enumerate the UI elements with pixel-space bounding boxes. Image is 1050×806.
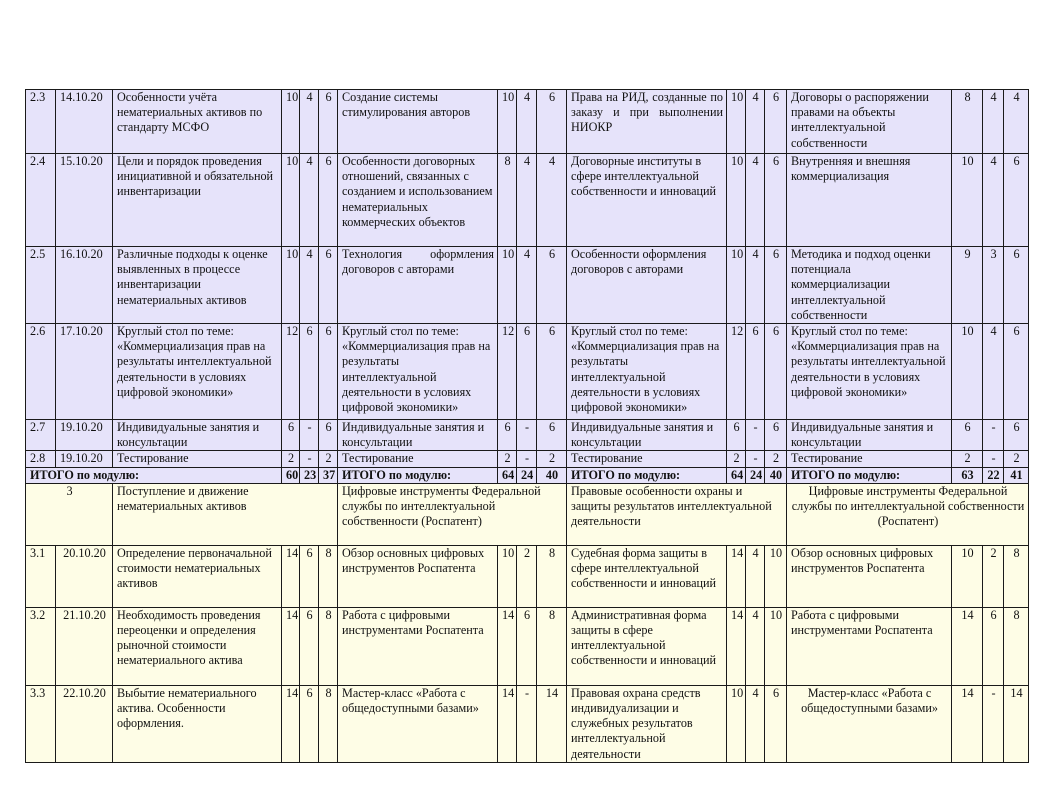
hours-b: 8	[319, 607, 338, 685]
topic-cell: Права на РИД, созданные по заказу и при выполнении НИОКР	[567, 90, 727, 154]
hours-b: 4	[1004, 90, 1029, 154]
row-number: 2.7	[26, 420, 56, 451]
hours-a: 2	[983, 545, 1004, 607]
hours-total: 14	[282, 685, 300, 762]
hours-a: 4	[746, 154, 765, 247]
hours-a: 4	[300, 154, 319, 247]
row-number: 2.3	[26, 90, 56, 154]
row-date: 19.10.20	[56, 451, 113, 467]
module-title: Цифровые инструменты Федеральной службы по интеллектуальной собственности (Роспатент)	[338, 483, 567, 545]
hours-total: 6	[498, 420, 517, 451]
hours-total: 14	[727, 607, 746, 685]
hours-b: 6	[765, 247, 787, 324]
totals-total: 64	[727, 467, 746, 483]
table-row	[26, 247, 1029, 324]
hours-b: 6	[319, 324, 338, 420]
hours-total: 8	[498, 154, 517, 247]
hours-b: 6	[765, 420, 787, 451]
topic-cell: Технология оформления договоров с авторами	[338, 247, 498, 324]
hours-total: 10	[952, 154, 983, 247]
hours-b: 6	[537, 247, 567, 324]
topic-cell: Административная форма защиты в сфере интеллектуальной собственности и инноваций	[567, 607, 727, 685]
hours-a: 4	[983, 154, 1004, 247]
topic-cell: Определение первоначальной стоимости нематериальных активов	[113, 545, 282, 607]
topic-cell: Индивидуальные занятия и консультации	[338, 420, 498, 451]
topic-cell: Особенности оформления договоров с авторами	[567, 247, 727, 324]
hours-total: 2	[952, 451, 983, 467]
topic-cell: Различные подходы к оценке выявленных в процессе инвентаризации нематериальных активов	[113, 247, 282, 324]
hours-a: 4	[746, 685, 765, 762]
row-date: 22.10.20	[56, 685, 113, 762]
module-number: 3	[26, 483, 113, 545]
module-header-row	[26, 483, 1029, 545]
hours-total: 10	[498, 545, 517, 607]
module-title: Поступление и движение нематериальных активов	[113, 483, 338, 545]
topic-cell: Судебная форма защиты в сфере интеллектуальной собственности и инноваций	[567, 545, 727, 607]
hours-b: 6	[537, 420, 567, 451]
hours-total: 14	[498, 607, 517, 685]
topic-cell: Тестирование	[787, 451, 952, 467]
totals-label: ИТОГО по модулю:	[787, 467, 952, 483]
hours-total: 6	[282, 420, 300, 451]
hours-total: 10	[282, 247, 300, 324]
topic-cell: Тестирование	[567, 451, 727, 467]
hours-a: -	[517, 685, 537, 762]
totals-total: 60	[282, 467, 300, 483]
hours-total: 14	[498, 685, 517, 762]
topic-cell: Необходимость проведения переоценки и определения рыночной стоимости нематериального актива	[113, 607, 282, 685]
row-number: 2.6	[26, 324, 56, 420]
row-date: 17.10.20	[56, 324, 113, 420]
hours-a: 3	[983, 247, 1004, 324]
topic-cell: Круглый стол по теме: «Коммерциализация прав на результаты интеллектуальной деятельности в условиях цифровой экономики»	[113, 324, 282, 420]
table-row	[26, 451, 1029, 467]
hours-total: 12	[282, 324, 300, 420]
table-row	[26, 324, 1029, 420]
hours-a: -	[517, 420, 537, 451]
row-number: 2.4	[26, 154, 56, 247]
hours-a: 6	[517, 607, 537, 685]
hours-a: 6	[300, 685, 319, 762]
row-date: 15.10.20	[56, 154, 113, 247]
totals-b: 41	[1004, 467, 1029, 483]
totals-a: 23	[300, 467, 319, 483]
totals-label: ИТОГО по модулю:	[26, 467, 282, 483]
hours-total: 9	[952, 247, 983, 324]
hours-b: 8	[537, 545, 567, 607]
hours-total: 6	[952, 420, 983, 451]
hours-a: 6	[746, 324, 765, 420]
hours-b: 6	[319, 247, 338, 324]
schedule-table	[25, 89, 1029, 763]
hours-b: 8	[1004, 545, 1029, 607]
hours-a: 6	[300, 545, 319, 607]
hours-total: 10	[282, 90, 300, 154]
hours-total: 2	[282, 451, 300, 467]
table-row	[26, 90, 1029, 154]
hours-a: 4	[746, 90, 765, 154]
hours-a: -	[746, 420, 765, 451]
hours-total: 14	[952, 685, 983, 762]
hours-a: 2	[517, 545, 537, 607]
hours-total: 14	[282, 607, 300, 685]
hours-b: 6	[319, 154, 338, 247]
totals-b: 40	[537, 467, 567, 483]
hours-a: 6	[983, 607, 1004, 685]
hours-a: 6	[300, 607, 319, 685]
totals-row	[26, 467, 1029, 483]
row-number: 3.3	[26, 685, 56, 762]
hours-b: 4	[537, 154, 567, 247]
hours-b: 6	[537, 90, 567, 154]
hours-a: 6	[517, 324, 537, 420]
hours-total: 2	[727, 451, 746, 467]
topic-cell: Внутренняя и внешняя коммерциализация	[787, 154, 952, 247]
hours-b: 6	[1004, 154, 1029, 247]
hours-total: 2	[498, 451, 517, 467]
topic-cell: Круглый стол по теме: «Коммерциализация прав на результаты интеллектуальной деятельности в условиях цифровой экономики»	[567, 324, 727, 420]
topic-cell: Методика и подход оценки потенциала коммерциализации интеллектуальной собственности	[787, 247, 952, 324]
hours-b: 8	[319, 685, 338, 762]
hours-a: -	[983, 685, 1004, 762]
hours-a: -	[746, 451, 765, 467]
hours-a: 4	[746, 545, 765, 607]
hours-total: 8	[952, 90, 983, 154]
row-date: 21.10.20	[56, 607, 113, 685]
hours-b: 2	[765, 451, 787, 467]
hours-a: 4	[746, 607, 765, 685]
topic-cell: Цели и порядок проведения инициативной и обязательной инвентаризации	[113, 154, 282, 247]
hours-b: 6	[537, 324, 567, 420]
topic-cell: Круглый стол по теме: «Коммерциализация прав на результаты интеллектуальной деятельности в условиях цифровой экономики»	[338, 324, 498, 420]
table-row	[26, 420, 1029, 451]
totals-a: 24	[517, 467, 537, 483]
topic-cell: Тестирование	[113, 451, 282, 467]
hours-b: 8	[319, 545, 338, 607]
row-date: 14.10.20	[56, 90, 113, 154]
topic-cell: Правовая охрана средств индивидуализации и служебных результатов интеллектуальной деятельности	[567, 685, 727, 762]
hours-total: 10	[952, 545, 983, 607]
hours-a: -	[300, 420, 319, 451]
hours-total: 12	[727, 324, 746, 420]
topic-cell: Особенности учёта нематериальных активов по стандарту МСФО	[113, 90, 282, 154]
hours-a: -	[983, 451, 1004, 467]
table-row	[26, 685, 1029, 762]
hours-a: 4	[300, 90, 319, 154]
hours-total: 12	[498, 324, 517, 420]
hours-total: 10	[727, 154, 746, 247]
topic-cell: Особенности договорных отношений, связанных с созданием и использованием нематериальных коммерческих объектов	[338, 154, 498, 247]
hours-b: 6	[1004, 420, 1029, 451]
hours-b: 14	[537, 685, 567, 762]
row-date: 16.10.20	[56, 247, 113, 324]
hours-a: 4	[300, 247, 319, 324]
hours-total: 10	[282, 154, 300, 247]
row-date: 19.10.20	[56, 420, 113, 451]
topic-cell: Тестирование	[338, 451, 498, 467]
topic-cell: Договоры о распоряжении правами на объекты интеллектуальной собственности	[787, 90, 952, 154]
totals-b: 37	[319, 467, 338, 483]
totals-label: ИТОГО по модулю:	[567, 467, 727, 483]
totals-total: 63	[952, 467, 983, 483]
totals-b: 40	[765, 467, 787, 483]
topic-cell: Индивидуальные занятия и консультации	[113, 420, 282, 451]
totals-a: 22	[983, 467, 1004, 483]
hours-b: 8	[537, 607, 567, 685]
hours-total: 6	[727, 420, 746, 451]
totals-total: 64	[498, 467, 517, 483]
hours-a: -	[300, 451, 319, 467]
hours-a: 4	[983, 324, 1004, 420]
hours-a: -	[983, 420, 1004, 451]
topic-cell: Мастер-класс «Работа с общедоступными базами»	[338, 685, 498, 762]
hours-b: 6	[319, 90, 338, 154]
hours-b: 2	[319, 451, 338, 467]
module-title: Цифровые инструменты Федеральной службы по интеллектуальной собственности (Роспатент)	[787, 483, 1029, 545]
hours-a: 4	[983, 90, 1004, 154]
hours-total: 10	[498, 247, 517, 324]
hours-b: 6	[765, 324, 787, 420]
table-row	[26, 607, 1029, 685]
hours-b: 6	[765, 90, 787, 154]
hours-a: 4	[517, 247, 537, 324]
hours-b: 6	[1004, 324, 1029, 420]
hours-b: 6	[1004, 247, 1029, 324]
topic-cell: Круглый стол по теме: «Коммерциализация прав на результаты интеллектуальной деятельности в условиях цифровой экономики»	[787, 324, 952, 420]
hours-total: 14	[727, 545, 746, 607]
hours-b: 6	[765, 154, 787, 247]
topic-cell: Мастер-класс «Работа с общедоступными базами»	[787, 685, 952, 762]
hours-a: 4	[517, 154, 537, 247]
hours-b: 10	[765, 607, 787, 685]
row-number: 2.5	[26, 247, 56, 324]
hours-total: 10	[498, 90, 517, 154]
hours-a: 4	[517, 90, 537, 154]
topic-cell: Обзор основных цифровых инструментов Роспатента	[338, 545, 498, 607]
hours-a: 6	[300, 324, 319, 420]
topic-cell: Работа с цифровыми инструментами Роспатента	[787, 607, 952, 685]
topic-cell: Договорные институты в сфере интеллектуальной собственности и инноваций	[567, 154, 727, 247]
hours-b: 10	[765, 545, 787, 607]
hours-total: 10	[952, 324, 983, 420]
topic-cell: Индивидуальные занятия и консультации	[567, 420, 727, 451]
hours-total: 10	[727, 247, 746, 324]
row-date: 20.10.20	[56, 545, 113, 607]
table-row	[26, 154, 1029, 247]
table-row	[26, 545, 1029, 607]
row-number: 3.2	[26, 607, 56, 685]
hours-a: 4	[746, 247, 765, 324]
row-number: 3.1	[26, 545, 56, 607]
hours-total: 14	[282, 545, 300, 607]
topic-cell: Создание системы стимулирования авторов	[338, 90, 498, 154]
topic-cell: Обзор основных цифровых инструментов Роспатента	[787, 545, 952, 607]
topic-cell: Выбытие нематериального актива. Особенности оформления.	[113, 685, 282, 762]
totals-label: ИТОГО по модулю:	[338, 467, 498, 483]
module-title: Правовые особенности охраны и защиты результатов интеллектуальной деятельности	[567, 483, 787, 545]
hours-b: 6	[319, 420, 338, 451]
hours-total: 14	[952, 607, 983, 685]
hours-total: 10	[727, 685, 746, 762]
hours-b: 14	[1004, 685, 1029, 762]
topic-cell: Работа с цифровыми инструментами Роспатента	[338, 607, 498, 685]
hours-b: 6	[765, 685, 787, 762]
row-number: 2.8	[26, 451, 56, 467]
hours-a: -	[517, 451, 537, 467]
schedule-body	[26, 90, 1029, 763]
hours-b: 2	[1004, 451, 1029, 467]
totals-a: 24	[746, 467, 765, 483]
hours-total: 10	[727, 90, 746, 154]
hours-b: 8	[1004, 607, 1029, 685]
topic-cell: Индивидуальные занятия и консультации	[787, 420, 952, 451]
hours-b: 2	[537, 451, 567, 467]
